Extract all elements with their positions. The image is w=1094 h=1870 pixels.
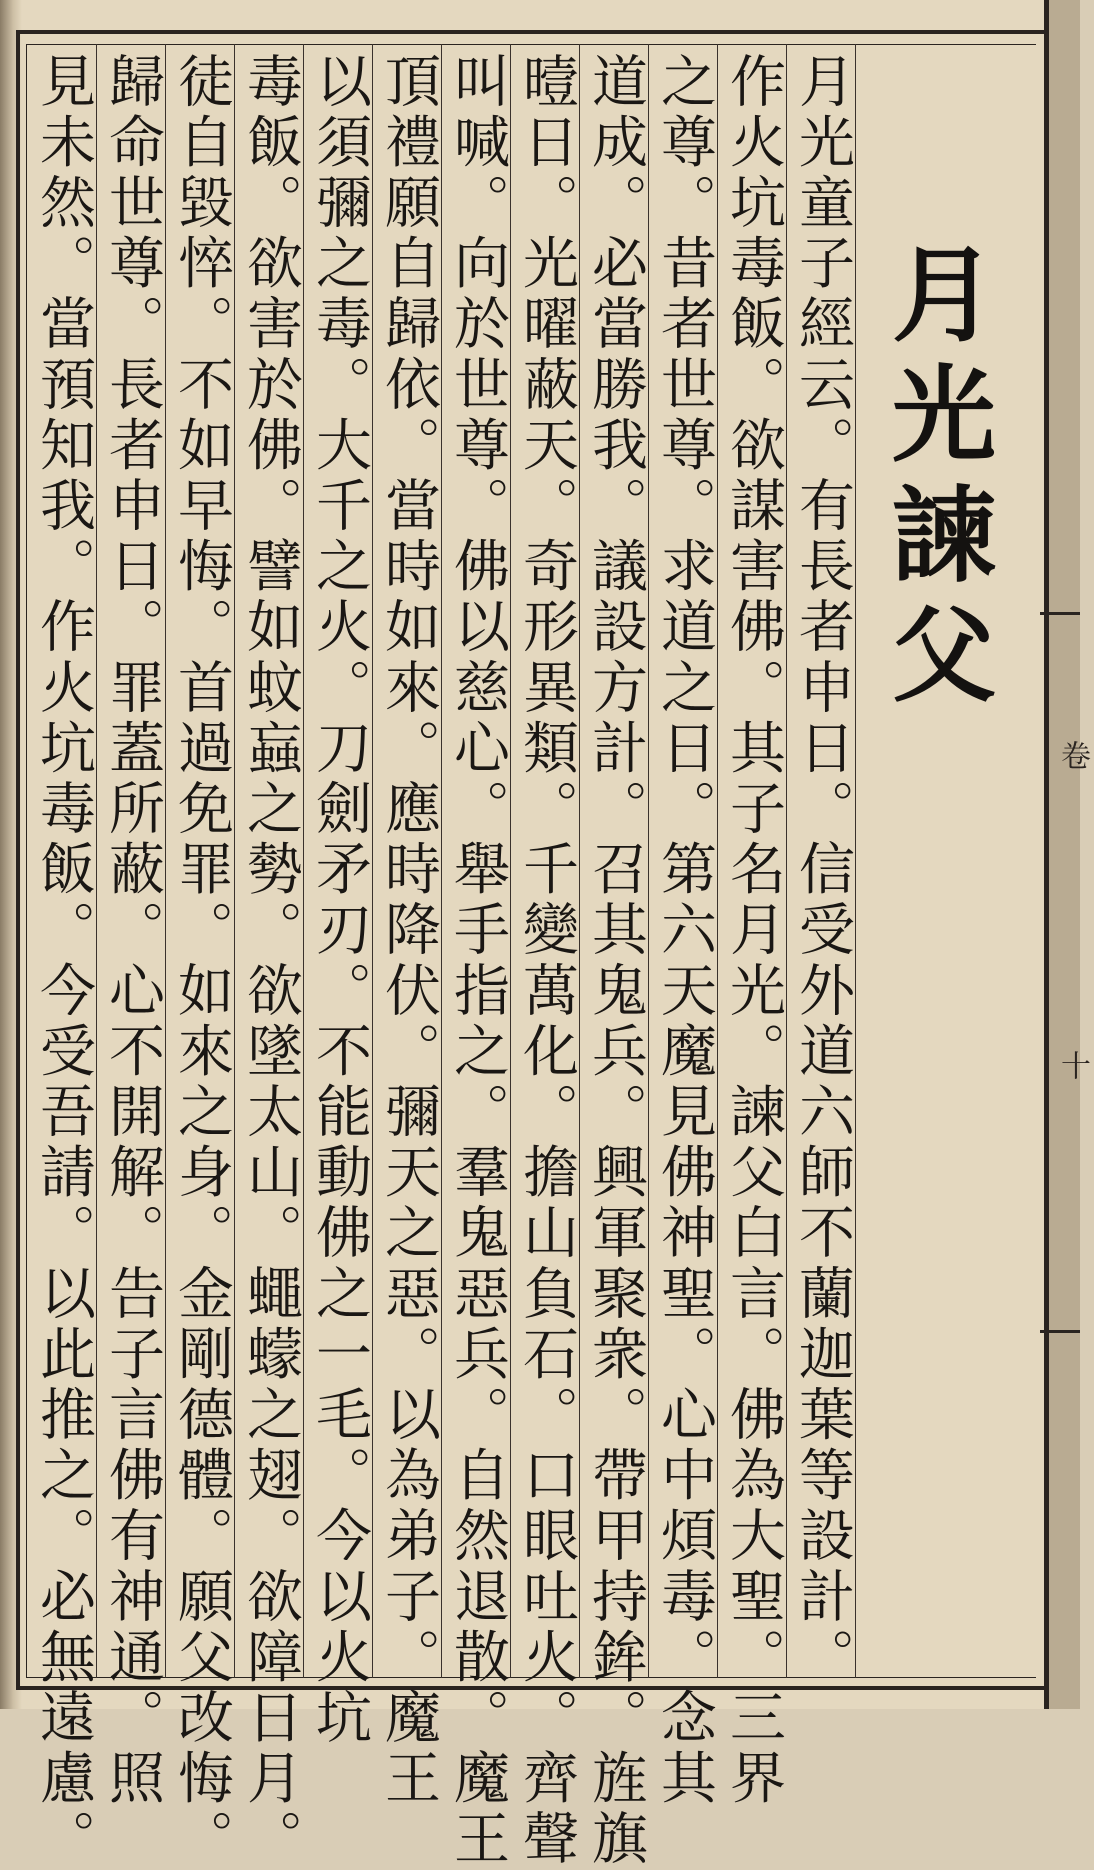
- margin-char-2: 十: [1055, 1050, 1090, 1080]
- fold-mark-lower: [1040, 1330, 1080, 1333]
- text-column-12: 見未然。當預知我。作火坑毒飯。今受吾請。以此推之。必無遠慮。: [31, 52, 96, 1870]
- text-column-4: 道成。必當勝我。議設方計。召其鬼兵。興軍聚衆。帶甲持鉾。旌旗: [583, 52, 648, 1870]
- text-column-7: 頂禮願自歸依。當時如來。應時降伏。彌天之惡。以為弟子。魔王: [376, 52, 441, 1810]
- text-column-1: 月光童子經云。有長者申日。信受外道六師不蘭迦葉等設計。: [790, 52, 855, 1689]
- text-column-6: 叫喊。向於世尊。佛以慈心。舉手指之。羣鬼惡兵。自然退散。魔王: [445, 52, 510, 1870]
- text-column-8: 以須彌之毒。大千之火。刀劍矛刃。不能動佛之一毛。今以火坑: [307, 52, 372, 1749]
- text-column-3: 之尊。昔者世尊。求道之日。第六天魔見佛神聖。心中煩毒。念其: [652, 52, 717, 1810]
- margin-char-1: 卷: [1055, 740, 1090, 770]
- text-column-2: 作火坑毒飯。欲謀害佛。其子名月光。諫父白言。佛為大聖。三界: [721, 52, 786, 1810]
- text-column-5: 曀日。光曜蔽天。奇形異類。千變萬化。擔山負石。口眼吐火。齊聲: [514, 52, 579, 1870]
- text-column-9: 毒飯。欲害於佛。譬如蚊蝱之勢。欲墜太山。蠅蠓之翅。欲障日月。: [238, 52, 303, 1870]
- text-column-11: 歸命世尊。長者申日。罪蓋所蔽。心不開解。告子言佛有神通。照: [100, 52, 165, 1810]
- text-column-10: 徒自毀悴。不如早悔。首過免罪。如來之身。金剛德體。願父改悔。: [169, 52, 234, 1870]
- page-title: 月光諫父: [874, 240, 997, 720]
- fold-strip: [1044, 0, 1080, 1709]
- fold-mark-upper: [1040, 612, 1080, 615]
